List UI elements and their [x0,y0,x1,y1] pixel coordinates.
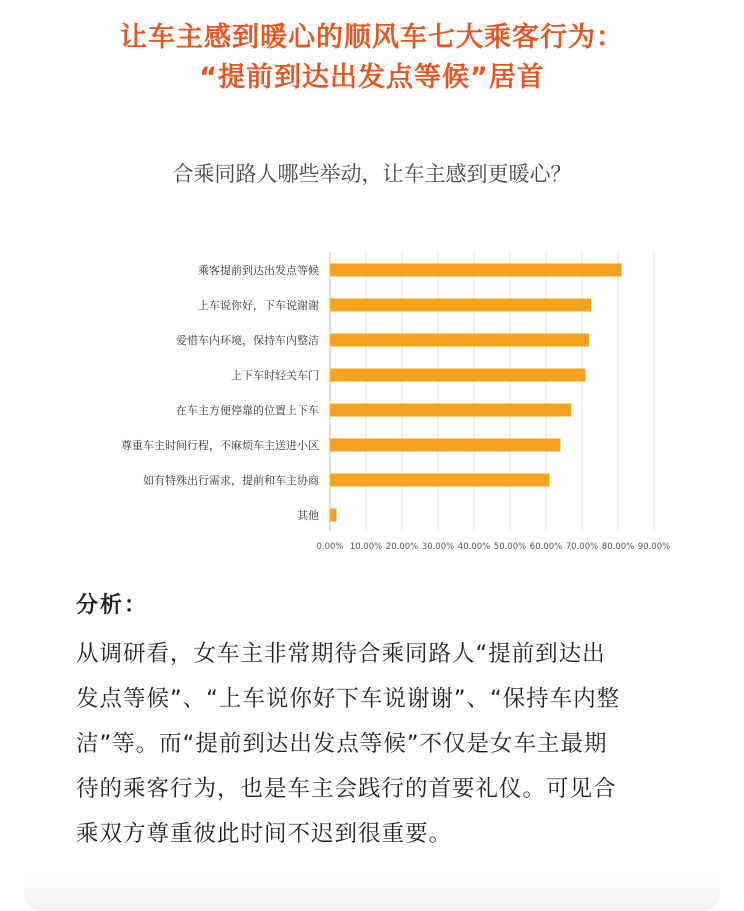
bar [330,474,550,487]
chart-title: 合乘同路人哪些举动，让车主感到更暖心？ [172,162,572,186]
analysis-line: 从调研看，女车主非常期待合乘同路人“提前到达出 [76,641,606,667]
x-tick-label: 0.00% [316,542,344,552]
analysis-line: 发点等候”、“上车说你好下车说谢谢”、“保持车内整 [76,686,621,712]
x-tick-label: 10.00% [349,542,383,552]
analysis-line: 待的乘客行为，也是车主会践行的首要礼仪。可见合 [76,776,617,802]
x-tick-label: 70.00% [565,542,599,552]
analysis-line: 乘双方尊重彼此时间不迟到很重要。 [76,821,453,847]
category-label: 其他 [297,509,319,522]
bar-chart [0,240,744,560]
x-tick-label: 30.00% [421,542,455,552]
analysis-line: 洁”等。而“提前到达出发点等候”不仅是女车主最期 [76,731,608,757]
headline [0,18,744,98]
analysis-heading: 分析： [76,593,149,618]
x-tick-label: 60.00% [529,542,563,552]
category-label: 如有特殊出行需求，提前和车主协商 [143,474,319,487]
category-label: 在车主方便停靠的位置上下车 [176,404,319,417]
bar [330,334,589,347]
x-tick-label: 50.00% [493,542,527,552]
x-tick-label: 20.00% [385,542,419,552]
analysis-body [76,632,676,857]
category-label: 上下车时轻关车门 [231,369,319,382]
category-label: 爱惜车内环境，保持车内整洁 [176,334,319,347]
x-tick-label: 40.00% [457,542,491,552]
bar [330,509,336,522]
bar [330,264,622,277]
headline-line-2: “提前到达出发点等候”居首 [199,62,545,93]
category-label: 乘客提前到达出发点等候 [198,264,319,277]
bar [330,299,591,312]
x-tick-label: 80.00% [601,542,635,552]
headline-line-1: 让车主感到暖心的顺风车七大乘客行为： [120,22,624,53]
category-label: 尊重车主时间行程，不麻烦车主送进小区 [121,439,319,452]
card-bottom-edge [24,868,720,911]
category-label: 上车说你好，下车说谢谢 [198,299,319,312]
bar [330,439,560,452]
x-tick-label: 90.00% [637,542,671,552]
bar [330,404,571,417]
bar [330,369,586,382]
